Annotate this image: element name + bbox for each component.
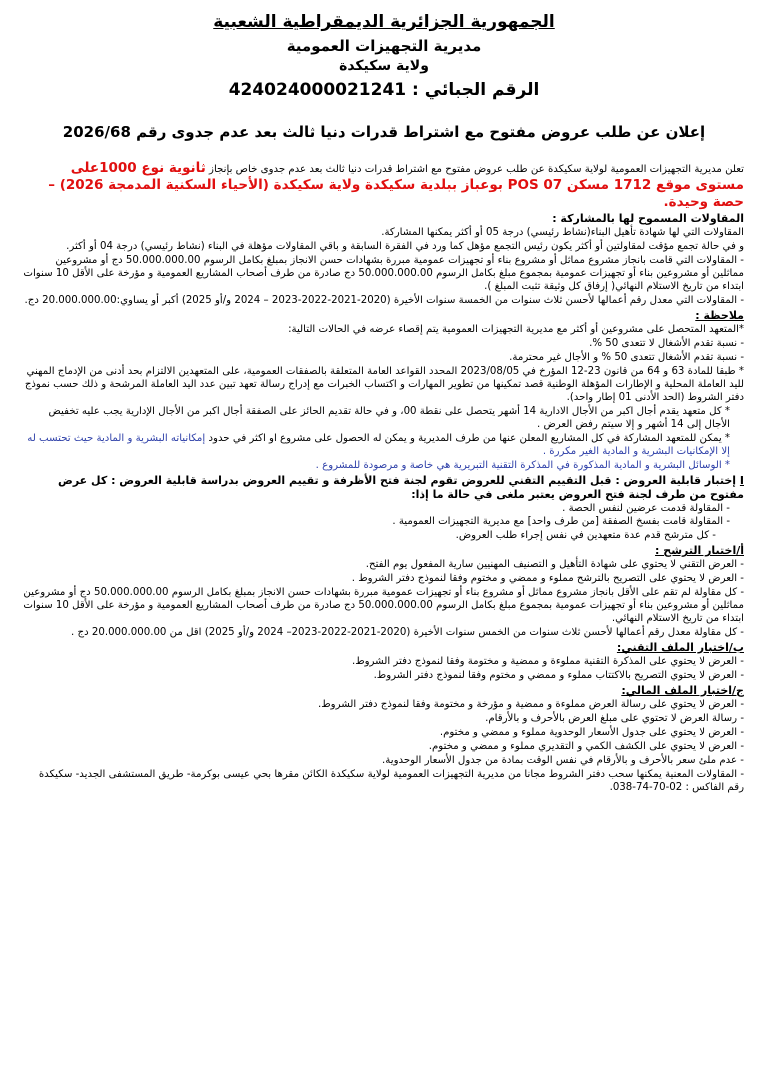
project-description: ثانوية نوع 1000على مستوى موقع 1712 مسكن POS 07 بوعباز ببلدية سكيكدة ولاية سكيكدة (الأحياء السكنية المدمجة 2026) – حصة وحيدة. (48, 160, 744, 211)
wilaya-header: ولاية سكيكدة (339, 58, 429, 74)
note-item: * طبقا للمادة 63 و 64 من قانون 23-12 المؤرخ في 2023/08/05 المحدد القواعد العامة المتعلقة بالصفقات العمومية، على المتعهدين الالتزام بحد أدنى من الإدماج المهني لليد العاملة المحلية و الإطارات المؤهلة الوطنية قصد تمكينها من تطوير المهارات و اكتساب الخبرات مع إدراج رسالة تعهد تبين عدد اليد العاملة المرشحة و ذلك حسب نموذج دفتر الشروط (الحد الأدنى 01 إطار واحد). (24, 365, 744, 403)
tax-number: الرقم الجبائي : 424024000021241 (228, 80, 540, 100)
allowed-item: المقاولات التي لها شهادة تأهيل البناء(نشاط رئيسي) درجة 05 أو أكثر يمكنها المشاركة. (381, 227, 744, 239)
allowed-item: - المقاولات التي معدل رقم أعمالها لأحسن ثلاث سنوات من الخمسة سنوات الأخيرة (2020-2021-2022-2023 – 2024 و/أو 2025) أكبر أو يساوي:20.000.000.00 دج. (24, 295, 744, 307)
announcement-title: إعلان عن طلب عروض مفتوح مع اشتراط قدرات دنيا ثالث بعد عدم جدوى رقم 2026/68 (62, 123, 706, 141)
note-item: - نسبة تقدم الأشغال لا تتعدى 50 %. (589, 338, 744, 350)
intro-text: تعلن مديرية التجهيزات العمومية لولاية سكيكدة عن طلب عروض مفتوح مع اشتراط قدرات دنيا ثالث بعد عدم جدوى خاص بإنجاز (209, 164, 744, 175)
allowed-heading: المقاولات المسموح لها بالمشاركة : (552, 212, 744, 226)
intro-paragraph (22, 160, 744, 211)
allowed-item: - المقاولات التي قامت بانجاز مشروع مماثل أو مشروع بناء أو تجهيزات عمومية مبررة بشهادات حسن الانجاز بمبلغ بكامل الرسوم 50.000.000.00 دج أو مشروعين مماثلين أو مشروعين بناء أو تجهيزات عمومية بمجموع مبلغ بكامل الرسوم 50.000.000.00 دج صادرة من طرف أصحاب المشاريع العمومية و مؤرخة على الأقل 10 سنوات ابتداء من تاريخ الاستلام النهائي( إرفاق كل وثيقة تثبت المبلغ ). (23, 255, 744, 293)
section-c-item: - العرض لا يحتوي على جدول الأسعار الوحدوية مملوء و ممضي و مختوم. (439, 726, 744, 738)
section-c-item: - رسالة العرض لا تحتوي على مبلغ العرض بالأحرف و بالأرقام. (485, 712, 744, 724)
section-c-item: - العرض لا يحتوي على الكشف الكمي و التقديري مملوء و ممضي و مختوم. (428, 740, 744, 752)
section-b-heading: ب/اختبار الملف التقني: (616, 641, 744, 655)
section-a-item: - كل مقاولة لم تقم على الأقل بانجاز مشروع مماثل أو مشروع بناء أو تجهيزات عمومية مبررة بشهادات حسن الانجاز بمبلغ بكامل الرسوم 50.000.000.00 دج أو مشروعين مماثلين أو مشروعين بناء أو تجهيزات عمومية بمجموع مبلغ بكامل الرسوم 50.000.000.00 دج صادرة من طرف أصحاب المشاريع العمومية و مؤرخة على الأقل 10 سنوات ابتداء من تاريخ الاستلام النهائي. (23, 587, 744, 625)
note-item (22, 433, 744, 459)
allowed-item: و في حالة تجمع مؤقت لمقاولتين أو أكثر يكون رئيس التجمع مؤهل كما ورد في الفقرة السابقة و باقي المقاولات مؤهلة في البناء (نشاط رئيسي) درجة 04 أو أكثر. (66, 241, 744, 253)
note-item: * كل متعهد يقدم أجال اكبر من الأجال الادارية 14 أشهر يتحصل على نقطة 00، و في حالة تقديم الحائز على الصفقة أجال اكبر من الأجال الإدارية يجب عليه تخفيض الأجال إلى 14 أشهر و إلا سيتم رفض العرض . (48, 405, 730, 430)
section-1-title: إختبار قابلية العروض : قبل التقييم التقني للعروض تقوم لجنة فتح الأظرفة و تقييم العروض بدراسة قابلية العروض : كل عرض مفتوح من طرف لجنة فتح العروض يعتبر ملغى في حالة ما إذا: (58, 473, 744, 501)
section-1-heading (22, 474, 744, 502)
republic-header: الجمهورية الجزائرية الديمقراطية الشعبية (213, 12, 555, 32)
section-1-number: I (739, 473, 744, 487)
directorate-header: مديرية التجهيزات العمومية (286, 37, 482, 55)
notes-heading: ملاحظة : (695, 309, 744, 323)
section-1-item: - المقاولة قدمت عرضين لنفس الحصة . (562, 502, 730, 514)
note-blue-text: إمكانياته البشرية و المادية حيث تحتسب له إلا الإمكانيات البشرية و المادية الغير مكررة . (27, 432, 730, 457)
section-c-item: - العرض لا يحتوي على رسالة العرض مملوءة و ممضية و مؤرخة و مختومة وفقا لنموذج دفتر الشروط. (318, 698, 744, 710)
section-b-item: - العرض لا يحتوي على المذكرة التقنية مملوءة و ممضية و مختومة وفقا لنموذج دفتر الشروط. (351, 656, 744, 668)
note-item-text: * يمكن للمتعهد المشاركة في كل المشاريع المعلن عنها من طرف المديرية و يمكن له الحصول على مشروع او اكثر في حدود (208, 432, 730, 444)
announcement-body (22, 160, 744, 796)
section-a-item: - كل مقاولة معدل رقم أعمالها لأحسن ثلاث سنوات من الخمس سنوات الأخيرة (2020-2021-2022-2023– 2024 و/أو 2025) اقل من 20.000.000.00 دج . (71, 627, 744, 639)
section-b-item: - العرض لا يحتوي التصريح بالاكتتاب مملوء و ممضي و مختوم وفقا لنموذج دفتر الشروط. (373, 669, 744, 681)
section-a-item: - العرض لا يحتوي على التصريح بالترشح مملوء و ممضي و مختوم وفقا لنموذج دفتر الشروط . (351, 573, 744, 585)
section-1-item: - كل مترشح قدم عدة متعهدين في نفس إجراء طلب العروض. (455, 530, 716, 542)
section-a-item: - العرض التقني لا يحتوي على شهادة التأهيل و التصنيف المهنيين سارية المفعول يوم الفتح. (365, 559, 744, 571)
section-a-heading: أ/اختيار الترشح : (655, 544, 744, 558)
note-blue-item: * الوسائل البشرية و المادية المذكورة في المذكرة التقنية التبريرية هي خاصة و مرصودة للمشروع . (315, 459, 730, 471)
section-1-item: - المقاولة قامت بفسخ الصفقة [من طرف واحد] مع مديرية التجهيزات العمومية . (392, 516, 730, 528)
section-c-heading: ج/اختبار الملف المالي: (621, 683, 744, 697)
note-item: *المتعهد المتحصل على مشروعين أو أكثر مع مديرية التجهيزات العمومية يتم إقصاء عرضه في الحالات التالية: (288, 324, 744, 336)
section-c-item: - المقاولات المعنية يمكنها سحب دفتر الشروط مجانا من مديرية التجهيزات العمومية لولاية سكيكدة الكائن مقرها بحي عيسى بوكرمة- طريق المستشفى الجديد- سكيكدة رقم الفاكس : 02-70-74-038. (38, 768, 744, 793)
section-c-item: - عدم ملئ سعر بالأحرف و بالأرقام في نفس الوقت بمادة من جدول الأسعار الوحدوية. (382, 754, 744, 766)
note-item: - نسبة تقدم الأشغال تتعدى 50 % و الأجال غير محترمة. (509, 351, 744, 363)
